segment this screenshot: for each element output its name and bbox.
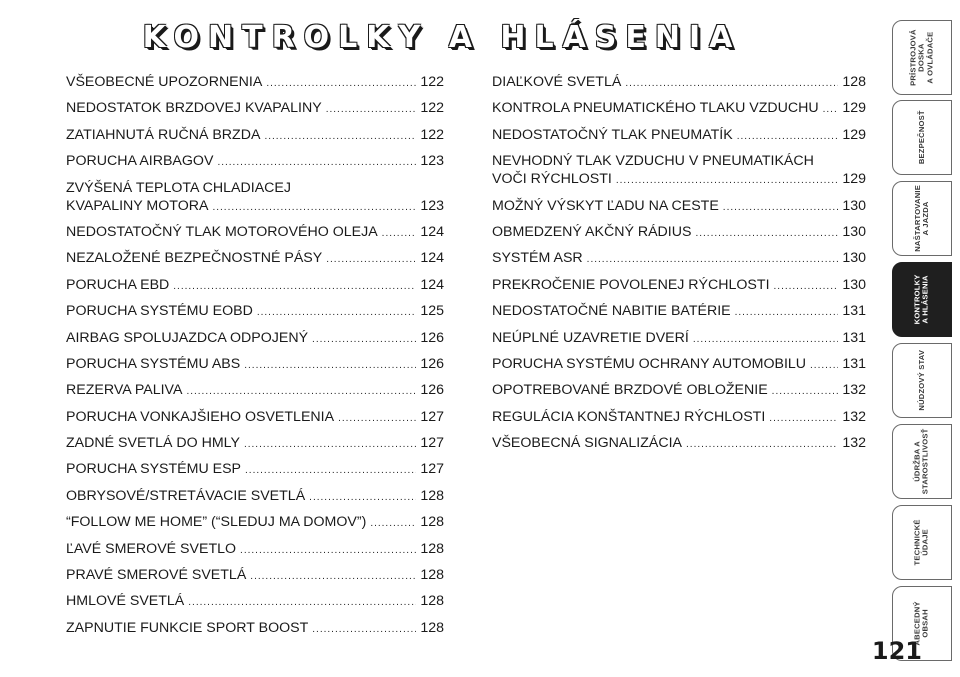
section-tab[interactable]	[892, 424, 952, 499]
toc-entry[interactable]	[492, 99, 866, 119]
toc-entry-title: ZADNÉ SVETLÁ DO HMLY	[66, 435, 240, 452]
toc-entry[interactable]	[66, 249, 444, 269]
section-tab[interactable]	[892, 181, 952, 256]
toc-entry-page: 126	[420, 355, 444, 372]
toc-entry-page: 131	[842, 329, 866, 346]
toc-entry-title: DIAĽKOVÉ SVETLÁ	[492, 74, 622, 90]
toc-right-column	[492, 73, 866, 460]
toc-entry[interactable]	[66, 223, 444, 243]
section-tab[interactable]	[892, 20, 952, 95]
dot-leader	[212, 199, 416, 217]
toc-entry-page: 122	[420, 74, 444, 90]
dot-leader	[338, 410, 416, 428]
dot-leader	[823, 101, 839, 119]
toc-entry-page: 122	[420, 100, 444, 117]
toc-entry-title: KVAPALINY MOTORA	[66, 197, 209, 214]
toc-entry-title: ZATIAHNUTÁ RUČNÁ BRZDA	[66, 126, 261, 143]
toc-entry-title: OPOTREBOVANÉ BRZDOVÉ OBLOŽENIE	[492, 382, 768, 399]
toc-entry[interactable]	[66, 619, 444, 639]
toc-entry-title: PORUCHA SYSTÉMU ESP	[66, 461, 242, 478]
toc-entry-page: 127	[420, 461, 444, 478]
toc-entry-title: MOŽNÝ VÝSKYT ĽADU NA CESTE	[492, 197, 719, 214]
toc-entry-page: 123	[420, 153, 444, 170]
dot-leader	[695, 225, 838, 243]
toc-entry-title: VOČI RÝCHLOSTI	[492, 171, 612, 188]
section-tab-label: NAŠTARTOVANIE A JAZDA	[912, 185, 931, 252]
toc-entry-page: 124	[420, 276, 444, 293]
toc-entry-title: PORUCHA AIRBAGOV	[66, 153, 214, 170]
toc-entry[interactable]	[492, 302, 866, 322]
toc-entry-page: 127	[420, 435, 444, 452]
toc-entry-title: ZAPNUTIE FUNKCIE SPORT BOOST	[66, 619, 309, 636]
dot-leader	[693, 331, 839, 349]
toc-entry-title: PREKROČENIE POVOLENEJ RÝCHLOSTI	[492, 276, 770, 293]
toc-entry-title: NEDOSTATOČNÉ NABITIE BATÉRIE	[492, 303, 731, 320]
dot-leader	[309, 489, 416, 507]
toc-entry-title: ĽAVÉ SMEROVÉ SVETLO	[66, 540, 237, 557]
toc-entry[interactable]	[492, 381, 866, 401]
toc-entry[interactable]	[66, 355, 444, 375]
toc-entry-page: 122	[420, 126, 444, 143]
toc-entry-title: NEDOSTATOČNÝ TLAK PNEUMATÍK	[492, 126, 733, 143]
toc-entry-title: ZVÝŠENÁ TEPLOTA CHLADIACEJ	[66, 179, 291, 196]
toc-entry-page: 127	[420, 408, 444, 425]
toc-entry-title: OBRYSOVÉ/STRETÁVACIE SVETLÁ	[66, 487, 306, 504]
toc-entry-title: PORUCHA EBD	[66, 276, 170, 293]
dot-leader	[186, 383, 416, 401]
toc-entry-title: NEDOSTATOK BRZDOVEJ KVAPALINY	[66, 100, 322, 117]
dot-leader	[735, 304, 839, 322]
toc-entry[interactable]	[492, 249, 866, 269]
toc-entry[interactable]	[66, 408, 444, 428]
toc-entry-title: VŠEOBECNÉ UPOZORNENIA	[66, 74, 263, 90]
toc-entry[interactable]	[66, 566, 444, 586]
toc-entry-title: AIRBAG SPOLUJAZDCA ODPOJENÝ	[66, 329, 309, 346]
dot-leader	[266, 75, 416, 93]
toc-entry[interactable]	[66, 592, 444, 612]
section-tab[interactable]	[892, 505, 952, 580]
toc-entry[interactable]	[66, 460, 444, 480]
dot-leader	[173, 278, 416, 296]
toc-entry-title: PORUCHA SYSTÉMU ABS	[66, 355, 241, 372]
toc-left-column	[66, 73, 444, 645]
toc-entry[interactable]	[66, 126, 444, 146]
toc-entry[interactable]	[492, 329, 866, 349]
toc-entry[interactable]	[66, 302, 444, 322]
toc-entry-page: 128	[420, 619, 444, 636]
toc-entry-page: 125	[420, 303, 444, 320]
section-tab-label: ÚDRŽBA A STAROSTLIVOSŤ	[912, 428, 930, 495]
toc-entry-title: OBMEDZENÝ AKČNÝ RÁDIUS	[492, 223, 692, 240]
toc-entry-title: NEZALOŽENÉ BEZPEČNOSTNÉ PÁSY	[66, 250, 323, 267]
toc-entry-page: 124	[420, 223, 444, 240]
dot-leader	[326, 101, 417, 119]
section-tab-label: KONTROLKY A HLÁSENIA	[912, 274, 930, 325]
dot-leader	[370, 515, 416, 533]
toc-entry-title: REGULÁCIA KONŠTANTNEJ RÝCHLOSTI	[492, 408, 766, 425]
section-tab[interactable]	[892, 262, 952, 337]
dot-leader	[723, 199, 839, 217]
toc-entry-page: 124	[420, 250, 444, 267]
dot-leader	[312, 331, 416, 349]
dot-leader	[257, 304, 416, 322]
toc-entry-title: PORUCHA SYSTÉMU EOBD	[66, 303, 253, 320]
toc-entry[interactable]	[492, 197, 866, 217]
page-title: KONTROLKY A HLÁSENIA	[142, 20, 742, 55]
toc-entry-title: NEVHODNÝ TLAK VZDUCHU V PNEUMATIKÁCH	[492, 153, 814, 170]
toc-entry[interactable]	[66, 487, 444, 507]
toc-entry-title: NEDOSTATOČNÝ TLAK MOTOROVÉHO OLEJA	[66, 223, 378, 240]
toc-entry-title: SYSTÉM ASR	[492, 250, 583, 267]
toc-entry[interactable]	[492, 126, 866, 146]
toc-entry-page: 128	[420, 593, 444, 610]
toc-entry[interactable]	[66, 276, 444, 296]
toc-entry[interactable]	[66, 540, 444, 560]
toc-entry[interactable]	[66, 381, 444, 401]
toc-entry[interactable]	[66, 434, 444, 454]
section-tab-label: PRÍSTROJOVÁ DOSKA A OVLÁDAČE	[908, 29, 935, 86]
section-tab-label: BEZPEČNOSŤ	[916, 110, 926, 165]
section-tab-label: TECHNICKÉ ÚDAJE	[912, 519, 930, 566]
section-tab[interactable]	[892, 343, 952, 418]
toc-entry-title: PORUCHA SYSTÉMU OCHRANY AUTOMOBILU	[492, 355, 807, 372]
toc-entry[interactable]	[66, 179, 444, 217]
dot-leader	[774, 278, 839, 296]
toc-entry[interactable]	[492, 152, 866, 190]
dot-leader	[244, 357, 416, 375]
dot-leader	[312, 621, 416, 639]
toc-entry[interactable]	[492, 223, 866, 243]
toc-entry[interactable]	[492, 434, 866, 454]
toc-entry-page: 128	[420, 540, 444, 557]
toc-entry-title: VŠEOBECNÁ SIGNALIZÁCIA	[492, 435, 683, 452]
dot-leader	[264, 128, 416, 146]
toc-entry-page: 130	[842, 197, 866, 214]
toc-entry-page: 128	[420, 487, 444, 504]
dot-leader	[382, 225, 417, 243]
dot-leader	[737, 128, 839, 146]
toc-entry-title: PORUCHA VONKAJŠIEHO OSVETLENIA	[66, 408, 335, 425]
toc-entry-title: HMLOVÉ SVETLÁ	[66, 593, 185, 610]
toc-entry-title: NEÚPLNÉ UZAVRETIE DVERÍ	[492, 329, 689, 346]
toc-entry[interactable]	[66, 513, 444, 533]
dot-leader	[686, 436, 838, 454]
toc-entry-page: 123	[420, 197, 444, 214]
toc-entry[interactable]	[492, 276, 866, 296]
toc-entry-page: 132	[842, 382, 866, 399]
dot-leader	[188, 594, 416, 612]
dot-leader	[810, 357, 838, 375]
section-tab[interactable]	[892, 100, 952, 175]
toc-entry-page: 126	[420, 382, 444, 399]
dot-leader	[245, 462, 416, 480]
toc-entry-page: 128	[420, 514, 444, 531]
toc-entry[interactable]	[66, 99, 444, 119]
toc-entry-page: 130	[842, 250, 866, 267]
toc-entry-page: 131	[842, 303, 866, 320]
dot-leader	[616, 172, 839, 190]
page-number: 121	[871, 637, 922, 665]
toc-entry-title: KONTROLA PNEUMATICKÉHO TLAKU VZDUCHU	[492, 100, 819, 117]
dot-leader	[240, 542, 416, 560]
dot-leader	[244, 436, 416, 454]
toc-entry-page: 130	[842, 276, 866, 293]
toc-entry-title: REZERVA PALIVA	[66, 382, 183, 399]
dot-leader	[587, 251, 839, 269]
toc-entry-page: 132	[842, 435, 866, 452]
dot-leader	[326, 251, 416, 269]
dot-leader	[250, 568, 416, 586]
toc-entry[interactable]	[66, 73, 444, 93]
toc-entry-page: 128	[842, 74, 866, 90]
toc-entry[interactable]	[492, 73, 866, 93]
toc-entry-page: 129	[842, 126, 866, 143]
dot-leader	[769, 410, 838, 428]
toc-entry-page: 131	[842, 355, 866, 372]
toc-entry-page: 129	[842, 100, 866, 117]
toc-entry-page: 130	[842, 223, 866, 240]
dot-leader	[772, 383, 839, 401]
toc-entry[interactable]	[66, 152, 444, 172]
toc-entry-page: 129	[842, 171, 866, 188]
toc-entry-title: PRAVÉ SMEROVÉ SVETLÁ	[66, 567, 247, 584]
dot-leader	[217, 154, 416, 172]
toc-entry[interactable]	[66, 329, 444, 349]
section-tab-label: NÚDZOVÝ STAV	[916, 350, 926, 411]
section-tab-label: ABECEDNÝ OBSAH	[912, 601, 930, 646]
toc-entry[interactable]	[492, 408, 866, 428]
toc-entry-page: 128	[420, 567, 444, 584]
toc-entry[interactable]	[492, 355, 866, 375]
toc-entry-page: 126	[420, 329, 444, 346]
dot-leader	[625, 75, 838, 93]
toc-entry-page: 132	[842, 408, 866, 425]
toc-entry-title: “FOLLOW ME HOME” (“SLEDUJ MA DOMOV”)	[66, 514, 367, 531]
